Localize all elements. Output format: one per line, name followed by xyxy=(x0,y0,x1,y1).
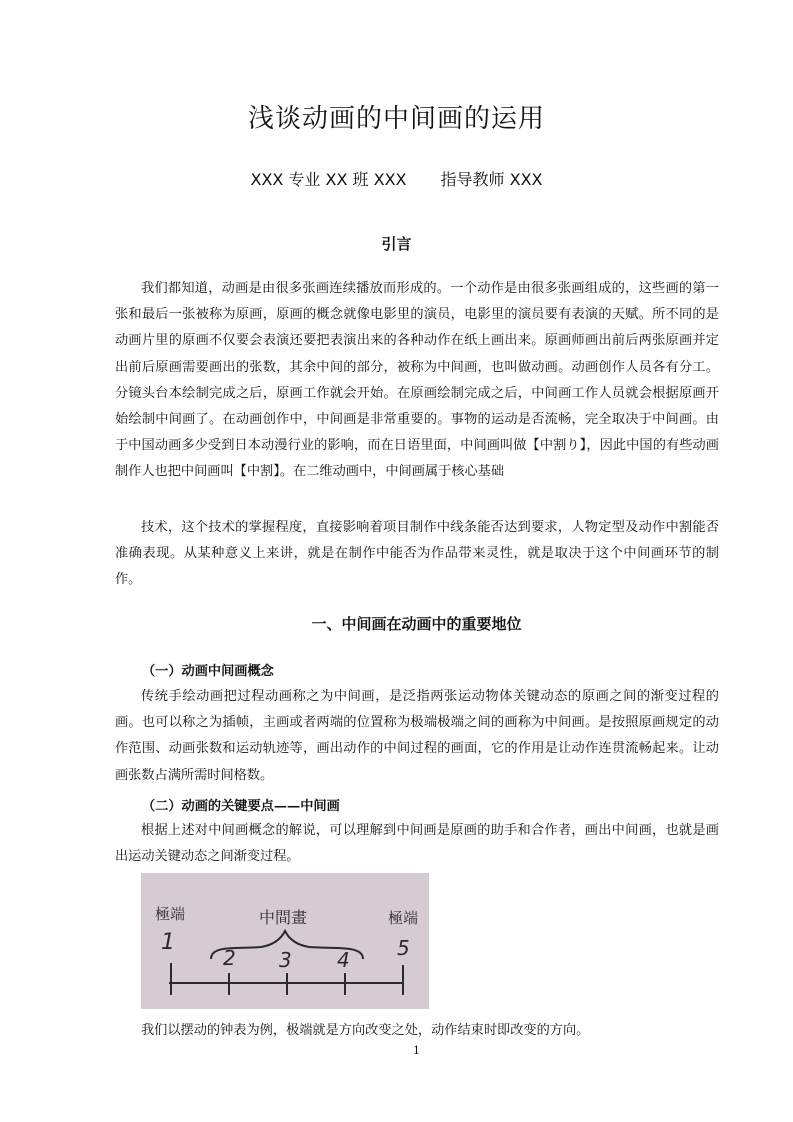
figure-following-text: 我们以摆动的钟表为例，极端就是方向改变之处，动作结束时即改变的方向。 xyxy=(141,1023,590,1038)
paper-title: 浅谈动画的中间画的运用 xyxy=(247,104,545,134)
author-student: XXX 专业 XX 班 XXX xyxy=(250,170,407,189)
figure-number-3: 3 xyxy=(279,948,292,972)
section-1-heading: 一、中间画在动画中的重要地位 xyxy=(311,615,522,633)
page-number: 1 xyxy=(413,1044,420,1057)
figure-label-inbetween: 中間畫 xyxy=(259,908,308,927)
inbetween-diagram xyxy=(141,873,429,1009)
author-advisor: 指导教师 XXX xyxy=(440,170,543,189)
figure-number-5: 5 xyxy=(397,936,410,960)
author-line xyxy=(0,167,793,190)
figure-number-4: 4 xyxy=(337,948,350,972)
inbetween-diagram-figure xyxy=(141,873,429,1009)
figure-number-1: 1 xyxy=(161,930,175,955)
subsection-2-heading: （二）动画的关键要点——中间画 xyxy=(142,799,340,814)
intro-paragraph-1: 我们都知道，动画是由很多张画连续播放而形成的。一个动作是由很多张画组成的，这些画的第一张和最后一张被称为原画，原画的概念就像电影里的演员，电影里的演员要有表演的天赋。所不同的是动画片里的原画不仅要会表演还要把表演出来的各种动作在纸上画出来。原画师画出前后两张原画并定出前后原画需要画出的张数，其余中间的部分，被称为中间画，也叫做动画。动画创作人员各有分工。分镜头台本绘制完成之后，原画工作就会开始。在原画绘制完成之后，中间画工作人员就会根据原画开始绘制中间画了。在动画创作中，中间画是非常重要的。事物的运动是否流畅，完全取决于中间画。由于中国动画多少受到日本动漫行业的影响，而在日语里面，中间画叫做【中割り】，因此中国的有些动画制作人也把中间画叫【中割】。在二维动画中，中间画属于核心基础 xyxy=(115,281,719,480)
figure-label-extreme-left: 極端 xyxy=(155,905,186,923)
figure-label-extreme-right: 極端 xyxy=(388,909,419,927)
figure-number-2: 2 xyxy=(223,946,236,970)
intro-heading: 引言 xyxy=(381,235,412,253)
subsection-1-heading: （一）动画中间画概念 xyxy=(142,664,274,679)
subsection-1-paragraph: 传统手绘动画把过程动画称之为中间画，是泛指两张运动物体关键动态的原画之间的渐变过程的画。也可以称之为插帧，主画或者两端的位置称为极端极端之间的画称为中间画。是按照原画规定的动作范围、动画张数和运动轨迹等，画出动作的中间过程的画面，它的作用是让动作连贯流畅起来。让动画张数占满所需时间格数。 xyxy=(115,689,719,783)
intro-paragraph-2: 技术，这个技术的掌握程度，直接影响着项目制作中线条能否达到要求，人物定型及动作中割能否准确表现。从某种意义上来讲，就是在制作中能否为作品带来灵性，就是取决于这个中间画环节的制作。 xyxy=(115,520,719,588)
subsection-2-paragraph: 根据上述对中间画概念的解说，可以理解到中间画是原画的助手和合作者，画出中间画，也就是画出运动关键动态之间渐变过程。 xyxy=(115,823,719,865)
